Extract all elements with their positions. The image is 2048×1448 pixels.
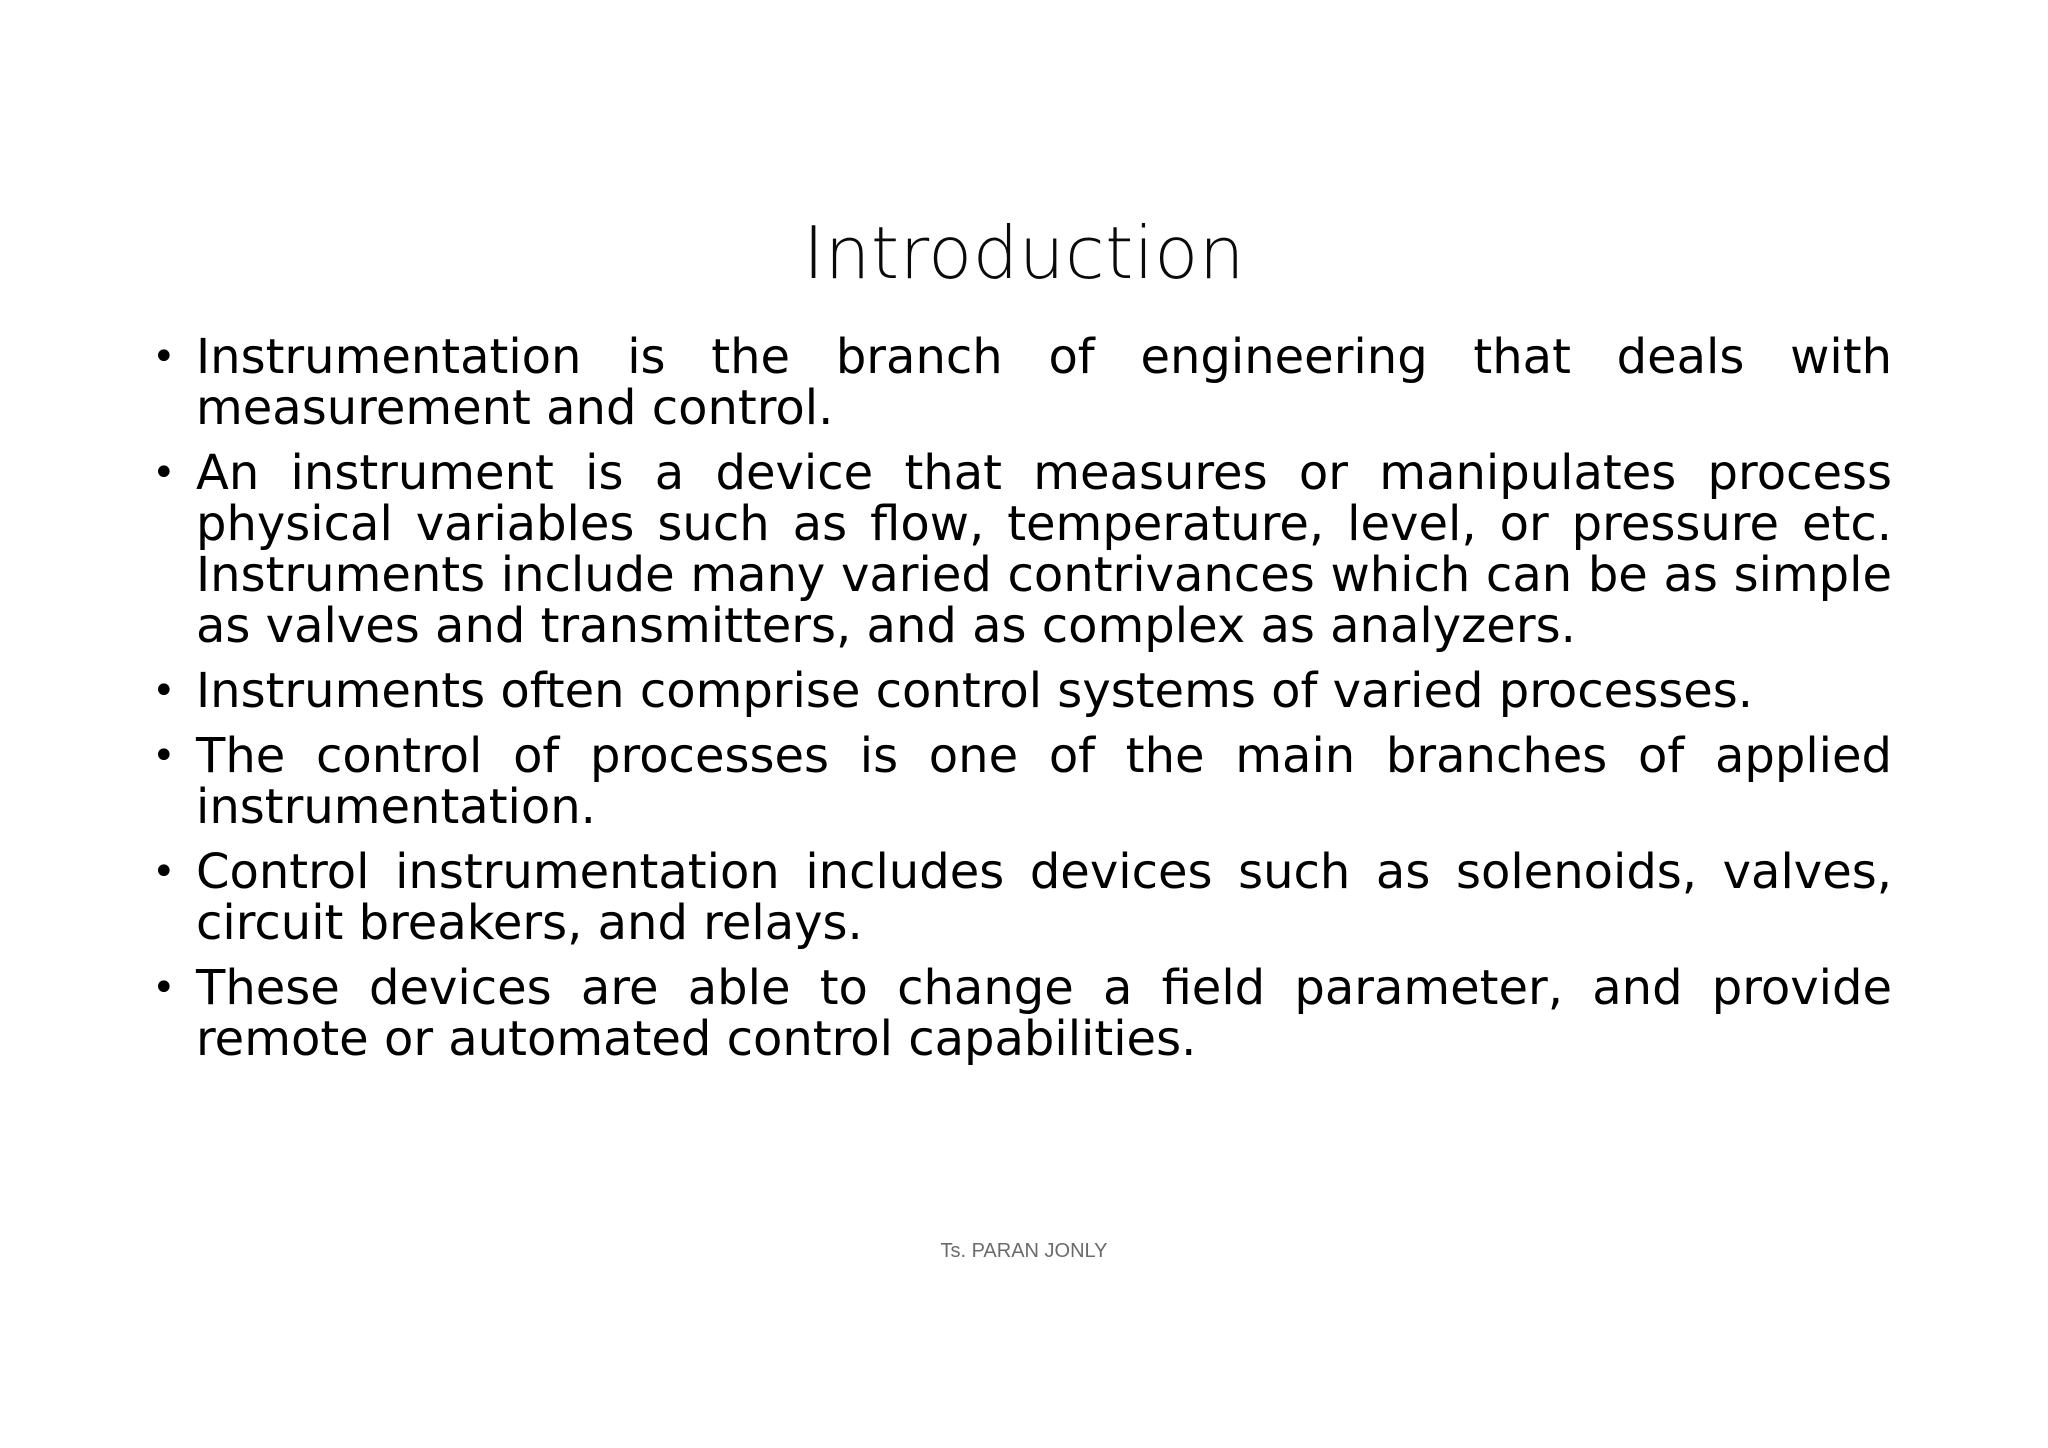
bullet-marker: • xyxy=(152,450,176,496)
bullet-text: Control instrumentation includes devices such as solenoids, valves, circuit breakers, and relays. xyxy=(196,844,1892,951)
bullet-item xyxy=(152,329,1892,436)
bullet-marker: • xyxy=(152,334,176,380)
bullet-marker: • xyxy=(152,733,176,779)
bullet-marker: • xyxy=(152,965,176,1011)
bullet-list xyxy=(152,329,1892,1079)
slide-footer: Ts. PARAN JONLY xyxy=(940,1240,1108,1262)
bullet-marker: • xyxy=(152,849,176,895)
bullet-text: Instrumentation is the branch of engineering that deals with measurement and control. xyxy=(196,329,1892,436)
bullet-item xyxy=(152,728,1892,835)
bullet-text: These devices are able to change a field parameter, and provide remote or automated control capabilities. xyxy=(196,960,1892,1067)
bullet-text: The control of processes is one of the main branches of applied instrumentation. xyxy=(196,728,1892,835)
bullet-text: Instruments often comprise control systems of varied processes. xyxy=(196,663,1754,719)
bullet-item xyxy=(152,663,1892,719)
bullet-marker: • xyxy=(152,668,176,714)
bullet-text: An instrument is a device that measures or manipulates process physical variables such as flow, temperature, level, or pressure etc. Instruments include many varied contrivances which can be as simple as valves and transmitters, and as complex as analyzers. xyxy=(196,445,1892,654)
bullet-item xyxy=(152,960,1892,1067)
slide-title: Introduction xyxy=(802,211,1245,295)
bullet-item xyxy=(152,445,1892,654)
bullet-item xyxy=(152,844,1892,951)
